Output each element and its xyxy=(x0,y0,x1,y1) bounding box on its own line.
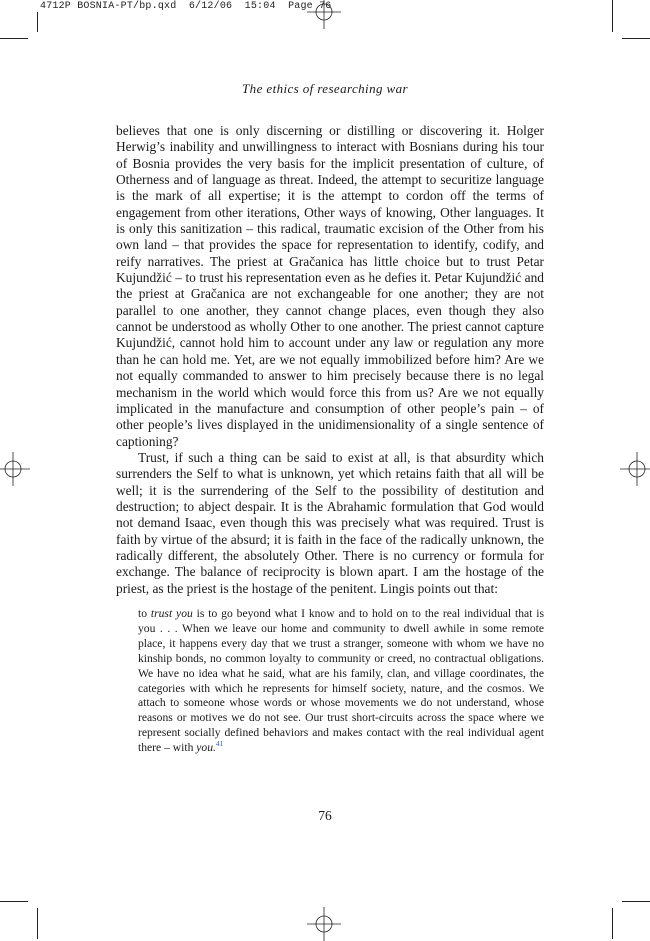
registration-mark-top xyxy=(307,0,341,29)
paragraph-trust: Trust, if such a thing can be said to exist at all, is that absurdity which surrenders the Self to what is unknown, yet which retains faith that all will be well; it is the surrendering of the Self to the possibility of destitution and destruction; to abject despair. It is the Abrahamic formulation that God would not demand Isaac, even though this was precisely what was required. Trust is faith by virtue of the absurd; it is faith in the face of the radically unknown, the radically different, the absolutely Other. There is no currency or formula for exchange. The balance of reciprocity is blown apart. I am the hostage of the priest, as the priest is the hostage of the penitent. Lingis points out that: xyxy=(116,449,544,596)
body-text xyxy=(116,123,544,756)
crop-mark-top-left-h xyxy=(0,38,28,39)
footnote-reference-link[interactable]: 41 xyxy=(215,739,224,749)
quote-closing-emphasis: you. xyxy=(196,741,216,755)
crop-mark-top-left-v xyxy=(37,12,38,32)
slug-time: 15:04 xyxy=(244,1,276,12)
running-head: The ethics of researching war xyxy=(242,81,408,96)
crop-mark-top-right-v xyxy=(612,0,613,32)
registration-mark-right xyxy=(620,452,650,486)
slug-file: 4712P BOSNIA-PT/bp.qxd xyxy=(40,1,177,12)
crop-mark-bottom-left-h xyxy=(0,901,28,902)
printer-slug xyxy=(40,1,332,12)
slug-page: Page 76 xyxy=(288,1,332,12)
page-number: 76 xyxy=(318,808,332,823)
crop-mark-bottom-right-v xyxy=(612,908,613,939)
crop-mark-bottom-left-v xyxy=(37,908,38,939)
registration-mark-bottom xyxy=(307,907,341,941)
slug-date: 6/12/06 xyxy=(188,1,233,12)
crop-mark-bottom-right-h xyxy=(622,901,650,902)
block-quote xyxy=(138,607,544,756)
crop-mark-top-right-h xyxy=(622,38,650,39)
quote-emphasis: trust you xyxy=(150,606,193,620)
registration-mark-left xyxy=(0,452,30,486)
paragraph-continued: believes that one is only discerning or distilling or discovering it. Holger Herwig’s inability and unwillingness to interact with Bosnians during his tour of Bosnia provides the very basis for the implicit presentation of culture, of Otherness and of language as threat. Indeed, the attempt to securitize language is the mark of all expertise; it is the attempt to cordon off the terms of engagement from other iterations, Other ways of knowing, Other languages. It is only this sanitization – this radical, traumatic excision of the Other from his own land – that provides the space for representation to identify, codify, and reify narratives. The priest at Gračanica has little choice but to trust Petar Kujundžić – to trust his representation even as he defies it. Petar Kujundžić and the priest at Gračanica are not exchangeable for one another; they are not parallel to one another, they cannot change places, even though they also cannot be understood as wholly Other to one another. The priest cannot capture Kujundžić, cannot hold him to account under any law or regulation any more than he can hold me. Yet, are we not equally immobilized before him? Are we not equally commanded to answer to him precisely because there is no legal mechanism in the world which would force this from us? Are we not equally implicated in the manufacture and consumption of other people’s pain – of other people’s lives displayed in the unidimensionality of a single sentence of captioning? xyxy=(116,123,544,449)
quote-lead: to xyxy=(138,606,151,620)
quote-body: is to go beyond what I know and to hold on to the real individual that is you . . . When we leave our home and community to dwell awhile in some remote place, it happens every day that we trust a stranger, someone with whom we have no kinship bonds, no common loyalty to community or creed, no contractual obligations. We have no idea what he said, what are his family, clan, and village coordinates, the categories with which he represents for himself society, nature, and the cosmos. We attach to someone whose words or whose movements we do not understand, whose reasons or motives we do not see. Our trust short-circuits across the space where we represent socially defined behaviors and makes contact with the real individual agent there – with xyxy=(138,606,545,755)
